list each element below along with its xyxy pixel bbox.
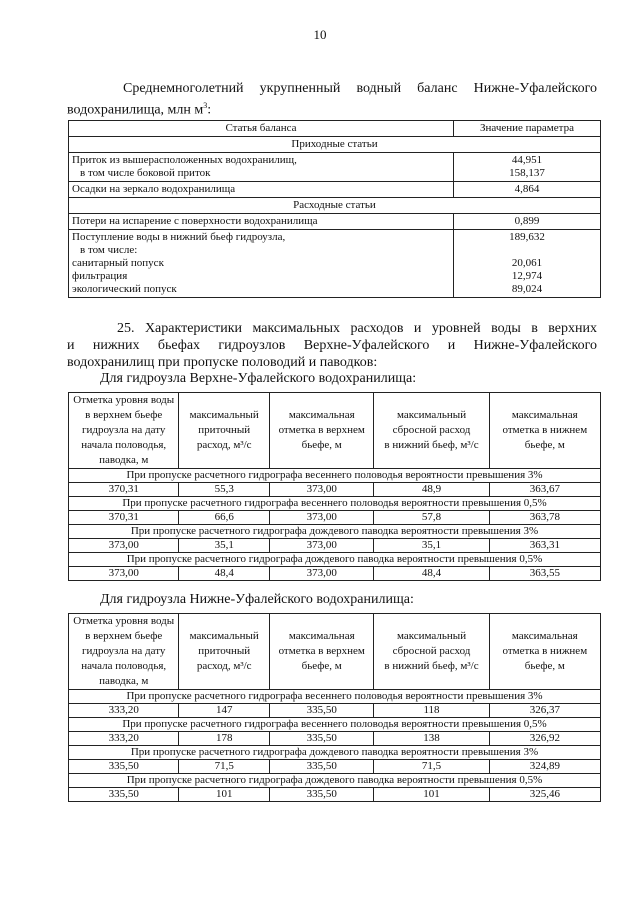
table-row [69,539,601,553]
row-label-line: Поступление воды в нижний бьеф гидроузла, [72,231,286,243]
value-line: 20,061 [511,257,543,269]
column-header-line: отметка в верхнем [278,424,365,436]
page-number: 10 [313,27,327,42]
caption-row [69,525,601,539]
value-cell: 48,9 [374,483,489,497]
scenario-caption: При пропуске расчетного гидрографа дождевого паводка вероятности превышения 3% [69,746,601,760]
row-label-line: в том числе боковой приток [80,167,211,179]
column-header-line: отметка в нижнем [502,424,588,436]
column-header-line: максимальный [396,409,467,421]
column-header-line: паводка, м [99,454,149,466]
column-header [270,614,374,690]
row-label [69,230,454,298]
column-header-line: в нижний бьеф, м³/с [384,439,479,451]
column-header-line: отметка в нижнем [502,645,588,657]
column-header-line: сбросной расход [392,645,471,657]
value-cell: 118 [374,704,489,718]
value-cell: 326,37 [489,704,600,718]
value-cell: 333,20 [69,732,179,746]
balance-title-text: водохранилища, млн м [67,102,204,118]
column-header: Статья баланса [69,121,454,137]
value-cell: 373,00 [270,567,374,581]
paragraph-line: и нижних бьефах гидроузлов Верхне-Уфалейского и Нижне-Уфалейского [67,338,597,353]
table-row [69,788,601,802]
caption-row [69,497,601,511]
row-value [454,230,601,298]
table-row [69,182,601,198]
balance-title-line2 [67,97,597,119]
value-cell: 57,8 [374,511,489,525]
balance-title-line1: Среднемноголетний укрупненный водный баланс Нижне-Уфалейского [123,81,597,96]
balance-title-superscript: 3 [203,101,208,110]
scenario-caption: При пропуске расчетного гидрографа весеннего половодья вероятности превышения 0,5% [69,497,601,511]
column-header-line: паводка, м [99,675,149,687]
table-row [69,153,601,182]
paragraph-line: водохранилищ при пропуске половодий и паводков: [67,355,378,370]
row-label: Потери на испарение с поверхности водохранилища [69,214,454,230]
value-cell: 178 [179,732,270,746]
caption-row [69,553,601,567]
table-row [69,567,601,581]
value-cell: 335,50 [270,760,374,774]
value-cell: 101 [374,788,489,802]
row-label-line: экологический попуск [72,283,177,295]
column-header-line: максимальный [396,630,467,642]
row-label-line: в том числе: [80,244,138,256]
caption-row [69,469,601,483]
column-header-line: максимальная [511,409,578,421]
column-header-line: начала половодья, [81,660,167,672]
value-line [457,244,597,257]
caption-row [69,690,601,704]
caption-row [69,774,601,788]
value-cell: 373,00 [270,539,374,553]
value-line: 189,632 [509,231,545,243]
row-label-line: Приток из вышерасположенных водохранилищ, [72,154,297,166]
column-header-line: максимальная [288,409,355,421]
column-header-line: расход, м³/с [196,439,252,451]
scenario-caption: При пропуске расчетного гидрографа дождевого паводка вероятности превышения 0,5% [69,774,601,788]
value-cell: 138 [374,732,489,746]
water-balance-table [68,120,601,298]
table-header-row [69,614,601,690]
table-row [69,511,601,525]
balance-title [67,80,597,119]
column-header [69,393,179,469]
table-row [69,732,601,746]
scenario-caption: При пропуске расчетного гидрографа дождевого паводка вероятности превышения 0,5% [69,553,601,567]
value-cell: 101 [179,788,270,802]
column-header-line: гидроузла на дату [81,645,166,657]
row-value [454,153,601,182]
value-cell: 335,50 [69,788,179,802]
upper-subtitle: Для гидроузла Верхне-Уфалейского водохранилища: [100,371,417,386]
table-row [69,230,601,298]
column-header [270,393,374,469]
value-cell: 71,5 [374,760,489,774]
table-header-row [69,393,601,469]
column-header [69,614,179,690]
caption-row [69,746,601,760]
value-cell: 48,4 [179,567,270,581]
value-cell: 373,00 [270,483,374,497]
column-header-line: бьефе, м [524,660,565,672]
value-cell: 325,46 [489,788,600,802]
row-label-line: фильтрация [72,270,128,282]
row-label: Осадки на зеркало водохранилища [69,182,454,198]
value-cell: 363,67 [489,483,600,497]
value-cell: 370,31 [69,511,179,525]
lower-subtitle: Для гидроузла Нижне-Уфалейского водохранилища: [100,592,414,607]
value-cell: 147 [179,704,270,718]
value-cell: 326,92 [489,732,600,746]
value-cell: 324,89 [489,760,600,774]
table-row [69,483,601,497]
value-cell: 35,1 [179,539,270,553]
scenario-caption: При пропуске расчетного гидрографа весеннего половодья вероятности превышения 0,5% [69,718,601,732]
value-cell: 335,50 [270,704,374,718]
value-cell: 48,4 [374,567,489,581]
value-cell: 373,00 [69,567,179,581]
value-cell: 373,00 [270,511,374,525]
column-header-line: в верхнем бьефе [85,409,163,421]
column-header-line: гидроузла на дату [81,424,166,436]
value-cell: 335,50 [270,732,374,746]
column-header: Значение параметра [454,121,601,137]
column-header-line: в верхнем бьефе [85,630,163,642]
value-cell: 370,31 [69,483,179,497]
column-header-line: сбросной расход [392,424,471,436]
caption-row [69,718,601,732]
column-header-line: отметка в верхнем [278,645,365,657]
value-cell: 373,00 [69,539,179,553]
column-header-line: приточный [198,645,251,657]
value-cell: 335,50 [270,788,374,802]
value-line: 12,974 [511,270,543,282]
table-row [69,214,601,230]
value-line: 89,024 [511,283,543,295]
section-title-outgo: Расходные статьи [69,198,601,214]
row-value: 0,899 [454,214,601,230]
column-header-line: максимальный [189,409,259,421]
value-cell: 363,55 [489,567,600,581]
column-header [374,614,489,690]
row-label-line: санитарный попуск [72,257,164,269]
section-row [69,198,601,214]
value-line: 158,137 [509,167,545,179]
column-header [179,614,270,690]
table-row [69,760,601,774]
value-cell: 35,1 [374,539,489,553]
column-header-line: Отметка уровня воды [73,615,175,627]
value-cell: 335,50 [69,760,179,774]
column-header [374,393,489,469]
row-value: 4,864 [454,182,601,198]
paragraph-25 [67,320,597,371]
value-cell: 71,5 [179,760,270,774]
column-header [179,393,270,469]
column-header-line: Отметка уровня воды [73,394,175,406]
balance-title-colon: : [207,102,212,118]
scenario-caption: При пропуске расчетного гидрографа дождевого паводка вероятности превышения 3% [69,525,601,539]
table-row [69,704,601,718]
value-cell: 55,3 [179,483,270,497]
value-cell: 66,6 [179,511,270,525]
column-header-line: расход, м³/с [196,660,252,672]
section-title-income: Приходные статьи [69,137,601,153]
column-header-line: максимальная [288,630,355,642]
section-row [69,137,601,153]
value-line: 44,951 [511,154,543,166]
column-header [489,393,600,469]
scenario-caption: При пропуске расчетного гидрографа весеннего половодья вероятности превышения 3% [69,469,601,483]
value-cell: 363,31 [489,539,600,553]
column-header-line: максимальный [189,630,259,642]
table-header-row [69,121,601,137]
column-header-line: максимальная [511,630,578,642]
scenario-caption: При пропуске расчетного гидрографа весеннего половодья вероятности превышения 3% [69,690,601,704]
value-cell: 333,20 [69,704,179,718]
column-header-line: приточный [198,424,251,436]
column-header-line: бьефе, м [301,660,342,672]
row-label [69,153,454,182]
column-header-line: бьефе, м [301,439,342,451]
column-header-line: бьефе, м [524,439,565,451]
column-header-line: в нижний бьеф, м³/с [384,660,479,672]
lower-reservoir-table [68,613,601,802]
paragraph-line: 25. Характеристики максимальных расходов и уровней воды в верхних [117,321,597,336]
value-cell: 363,78 [489,511,600,525]
upper-reservoir-table [68,392,601,581]
column-header-line: начала половодья, [81,439,167,451]
column-header [489,614,600,690]
